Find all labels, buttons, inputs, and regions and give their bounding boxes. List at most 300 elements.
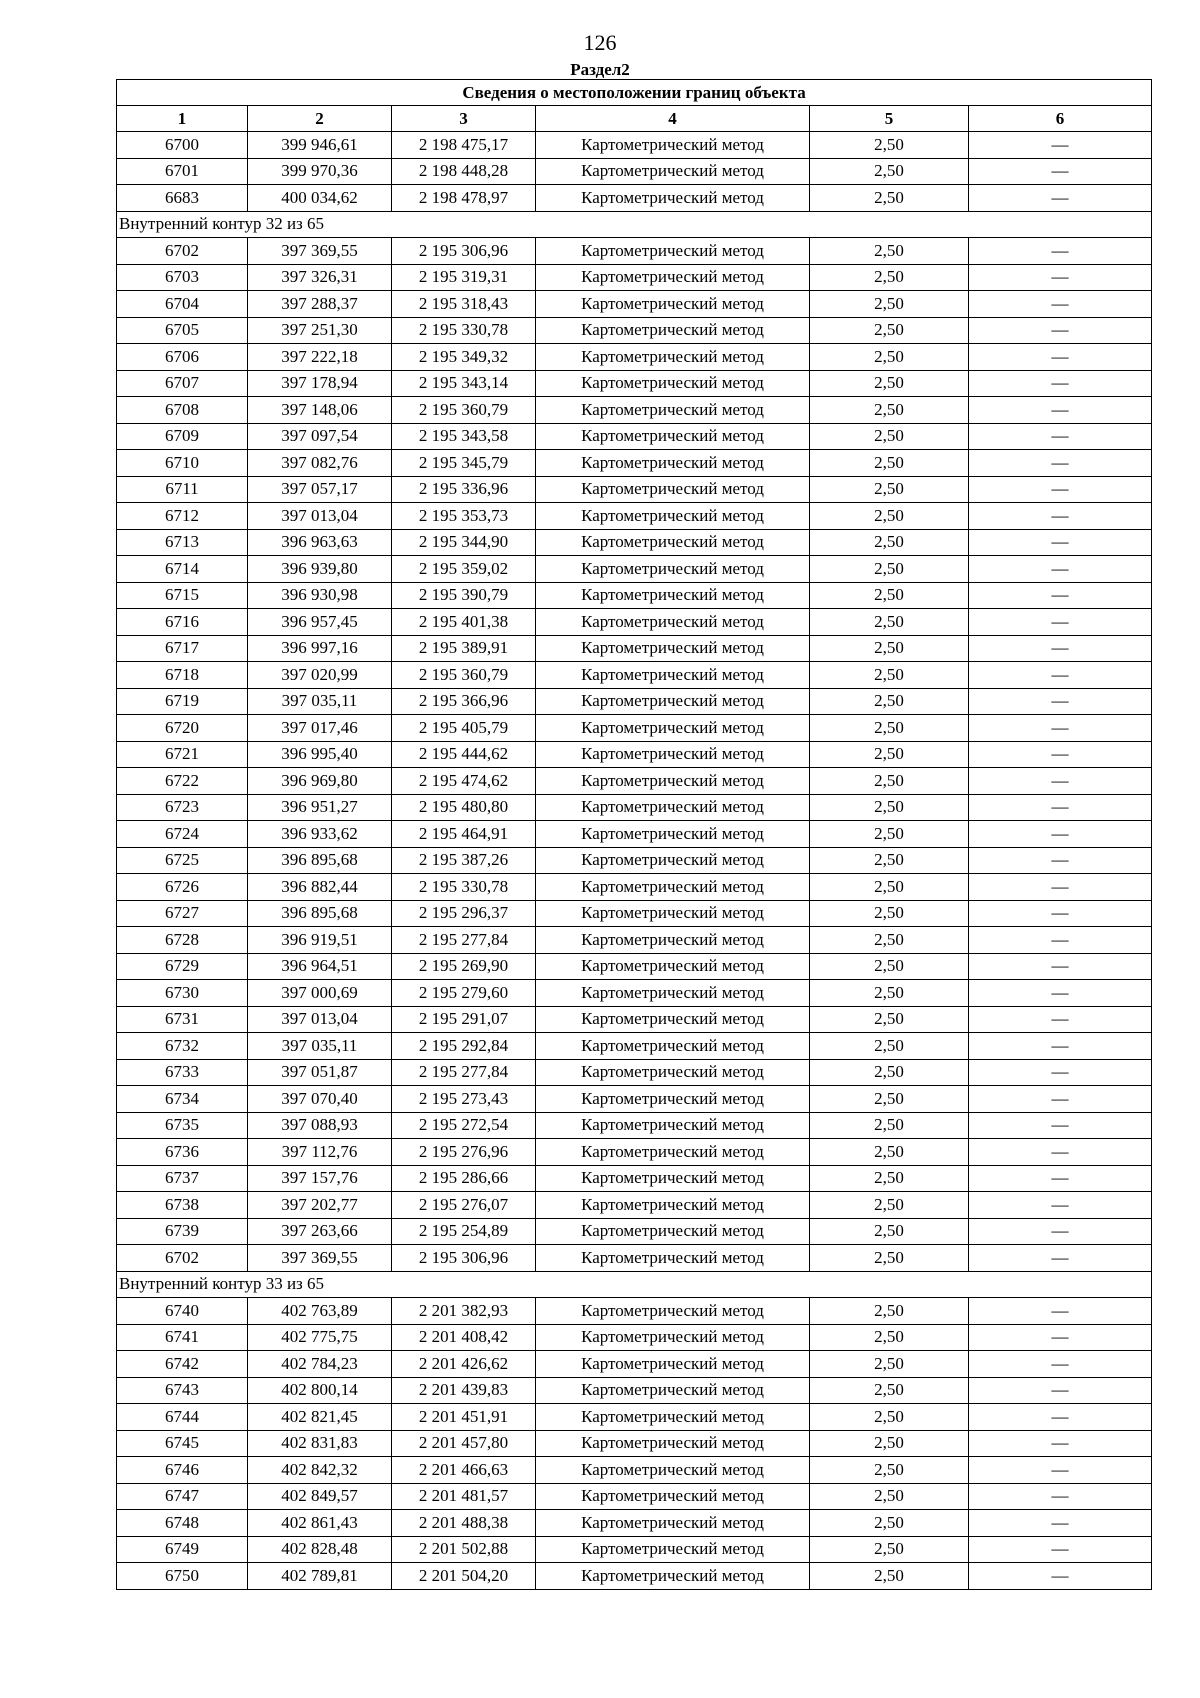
point-number-cell: 6722 — [117, 768, 248, 795]
point-number-cell: 6720 — [117, 715, 248, 742]
y-coordinate-cell: 2 195 279,60 — [392, 980, 536, 1007]
x-coordinate-cell: 402 828,48 — [248, 1536, 392, 1563]
table-row — [117, 1563, 1152, 1590]
accuracy-cell: 2,50 — [810, 847, 969, 874]
y-coordinate-cell: 2 195 306,96 — [392, 238, 536, 265]
y-coordinate-cell: 2 195 401,38 — [392, 609, 536, 636]
accuracy-cell: 2,50 — [810, 741, 969, 768]
accuracy-cell: 2,50 — [810, 1192, 969, 1219]
method-cell: Картометрический метод — [536, 291, 810, 318]
description-cell: — — [969, 397, 1152, 424]
accuracy-cell: 2,50 — [810, 264, 969, 291]
section-title: Раздел2 — [570, 60, 630, 79]
accuracy-cell: 2,50 — [810, 1510, 969, 1537]
table-row — [117, 1245, 1152, 1272]
point-number-cell: 6738 — [117, 1192, 248, 1219]
method-cell: Картометрический метод — [536, 741, 810, 768]
table-row — [117, 768, 1152, 795]
description-cell: — — [969, 529, 1152, 556]
accuracy-cell: 2,50 — [810, 1298, 969, 1325]
table-row — [117, 185, 1152, 212]
y-coordinate-cell: 2 195 254,89 — [392, 1218, 536, 1245]
description-cell: — — [969, 1404, 1152, 1431]
x-coordinate-cell: 397 288,37 — [248, 291, 392, 318]
method-cell: Картометрический метод — [536, 556, 810, 583]
x-coordinate-cell: 396 882,44 — [248, 874, 392, 901]
description-cell: — — [969, 1510, 1152, 1537]
accuracy-cell: 2,50 — [810, 1033, 969, 1060]
y-coordinate-cell: 2 195 366,96 — [392, 688, 536, 715]
accuracy-cell: 2,50 — [810, 503, 969, 530]
accuracy-cell: 2,50 — [810, 1457, 969, 1484]
table-row — [117, 238, 1152, 265]
accuracy-cell: 2,50 — [810, 423, 969, 450]
accuracy-cell: 2,50 — [810, 821, 969, 848]
table-row — [117, 1033, 1152, 1060]
y-coordinate-cell: 2 195 291,07 — [392, 1006, 536, 1033]
column-number-header: 2 — [248, 106, 392, 132]
method-cell: Картометрический метод — [536, 1006, 810, 1033]
y-coordinate-cell: 2 195 318,43 — [392, 291, 536, 318]
method-cell: Картометрический метод — [536, 1483, 810, 1510]
method-cell: Картометрический метод — [536, 1033, 810, 1060]
method-cell: Картометрический метод — [536, 794, 810, 821]
point-number-cell: 6700 — [117, 132, 248, 159]
method-cell: Картометрический метод — [536, 370, 810, 397]
method-cell: Картометрический метод — [536, 317, 810, 344]
description-cell: — — [969, 662, 1152, 689]
y-coordinate-cell: 2 195 272,54 — [392, 1112, 536, 1139]
column-number-header: 3 — [392, 106, 536, 132]
x-coordinate-cell: 397 369,55 — [248, 238, 392, 265]
method-cell: Картометрический метод — [536, 874, 810, 901]
description-cell: — — [969, 1563, 1152, 1590]
y-coordinate-cell: 2 195 330,78 — [392, 317, 536, 344]
x-coordinate-cell: 397 020,99 — [248, 662, 392, 689]
point-number-cell: 6716 — [117, 609, 248, 636]
point-number-cell: 6702 — [117, 238, 248, 265]
point-number-cell: 6728 — [117, 927, 248, 954]
point-number-cell: 6719 — [117, 688, 248, 715]
x-coordinate-cell: 402 775,75 — [248, 1324, 392, 1351]
y-coordinate-cell: 2 195 349,32 — [392, 344, 536, 371]
y-coordinate-cell: 2 195 405,79 — [392, 715, 536, 742]
table-row — [117, 1377, 1152, 1404]
y-coordinate-cell: 2 195 353,73 — [392, 503, 536, 530]
column-number-row — [117, 106, 1152, 132]
table-row — [117, 1351, 1152, 1378]
accuracy-cell: 2,50 — [810, 688, 969, 715]
point-number-cell: 6727 — [117, 900, 248, 927]
x-coordinate-cell: 397 148,06 — [248, 397, 392, 424]
table-row — [117, 927, 1152, 954]
table-row — [117, 635, 1152, 662]
accuracy-cell: 2,50 — [810, 185, 969, 212]
method-cell: Картометрический метод — [536, 1112, 810, 1139]
method-cell: Картометрический метод — [536, 1298, 810, 1325]
method-cell: Картометрический метод — [536, 1059, 810, 1086]
description-cell: — — [969, 1483, 1152, 1510]
accuracy-cell: 2,50 — [810, 158, 969, 185]
point-number-cell: 6744 — [117, 1404, 248, 1431]
table-row — [117, 291, 1152, 318]
method-cell: Картометрический метод — [536, 397, 810, 424]
x-coordinate-cell: 402 861,43 — [248, 1510, 392, 1537]
description-cell: — — [969, 1139, 1152, 1166]
method-cell: Картометрический метод — [536, 635, 810, 662]
description-cell: — — [969, 1377, 1152, 1404]
x-coordinate-cell: 397 251,30 — [248, 317, 392, 344]
accuracy-cell: 2,50 — [810, 927, 969, 954]
accuracy-cell: 2,50 — [810, 1377, 969, 1404]
table-row — [117, 1059, 1152, 1086]
x-coordinate-cell: 399 970,36 — [248, 158, 392, 185]
method-cell: Картометрический метод — [536, 344, 810, 371]
y-coordinate-cell: 2 201 408,42 — [392, 1324, 536, 1351]
y-coordinate-cell: 2 195 444,62 — [392, 741, 536, 768]
point-number-cell: 6721 — [117, 741, 248, 768]
y-coordinate-cell: 2 201 481,57 — [392, 1483, 536, 1510]
method-cell: Картометрический метод — [536, 158, 810, 185]
accuracy-cell: 2,50 — [810, 980, 969, 1007]
accuracy-cell: 2,50 — [810, 953, 969, 980]
point-number-cell: 6737 — [117, 1165, 248, 1192]
accuracy-cell: 2,50 — [810, 768, 969, 795]
table-row — [117, 980, 1152, 1007]
description-cell: — — [969, 1165, 1152, 1192]
point-number-cell: 6683 — [117, 185, 248, 212]
x-coordinate-cell: 397 035,11 — [248, 688, 392, 715]
x-coordinate-cell: 396 964,51 — [248, 953, 392, 980]
accuracy-cell: 2,50 — [810, 1351, 969, 1378]
point-number-cell: 6725 — [117, 847, 248, 874]
method-cell: Картометрический метод — [536, 1245, 810, 1272]
y-coordinate-cell: 2 195 276,96 — [392, 1139, 536, 1166]
point-number-cell: 6746 — [117, 1457, 248, 1484]
x-coordinate-cell: 397 097,54 — [248, 423, 392, 450]
method-cell: Картометрический метод — [536, 980, 810, 1007]
point-number-cell: 6750 — [117, 1563, 248, 1590]
accuracy-cell: 2,50 — [810, 874, 969, 901]
method-cell: Картометрический метод — [536, 1430, 810, 1457]
description-cell: — — [969, 741, 1152, 768]
accuracy-cell: 2,50 — [810, 370, 969, 397]
table-row — [117, 1165, 1152, 1192]
description-cell: — — [969, 582, 1152, 609]
x-coordinate-cell: 396 895,68 — [248, 847, 392, 874]
table-row — [117, 158, 1152, 185]
x-coordinate-cell: 397 112,76 — [248, 1139, 392, 1166]
method-cell: Картометрический метод — [536, 609, 810, 636]
accuracy-cell: 2,50 — [810, 715, 969, 742]
y-coordinate-cell: 2 195 359,02 — [392, 556, 536, 583]
method-cell: Картометрический метод — [536, 1510, 810, 1537]
x-coordinate-cell: 396 919,51 — [248, 927, 392, 954]
x-coordinate-cell: 397 157,76 — [248, 1165, 392, 1192]
description-cell: — — [969, 185, 1152, 212]
table-row — [117, 1510, 1152, 1537]
accuracy-cell: 2,50 — [810, 1165, 969, 1192]
description-cell: — — [969, 847, 1152, 874]
accuracy-cell: 2,50 — [810, 291, 969, 318]
x-coordinate-cell: 396 933,62 — [248, 821, 392, 848]
x-coordinate-cell: 397 082,76 — [248, 450, 392, 477]
accuracy-cell: 2,50 — [810, 1006, 969, 1033]
description-cell: — — [969, 635, 1152, 662]
point-number-cell: 6739 — [117, 1218, 248, 1245]
description-cell: — — [969, 158, 1152, 185]
x-coordinate-cell: 399 946,61 — [248, 132, 392, 159]
point-number-cell: 6712 — [117, 503, 248, 530]
y-coordinate-cell: 2 201 488,38 — [392, 1510, 536, 1537]
point-number-cell: 6745 — [117, 1430, 248, 1457]
table-row — [117, 794, 1152, 821]
table-row — [117, 1006, 1152, 1033]
description-cell: — — [969, 1298, 1152, 1325]
table-caption: Сведения о местоположении границ объекта — [117, 80, 1152, 106]
point-number-cell: 6749 — [117, 1536, 248, 1563]
method-cell: Картометрический метод — [536, 450, 810, 477]
method-cell: Картометрический метод — [536, 1457, 810, 1484]
method-cell: Картометрический метод — [536, 953, 810, 980]
description-cell: — — [969, 1536, 1152, 1563]
point-number-cell: 6704 — [117, 291, 248, 318]
x-coordinate-cell: 402 800,14 — [248, 1377, 392, 1404]
x-coordinate-cell: 397 057,17 — [248, 476, 392, 503]
point-number-cell: 6718 — [117, 662, 248, 689]
y-coordinate-cell: 2 195 390,79 — [392, 582, 536, 609]
y-coordinate-cell: 2 201 457,80 — [392, 1430, 536, 1457]
point-number-cell: 6743 — [117, 1377, 248, 1404]
contour-label: Внутренний контур 32 из 65 — [117, 211, 1152, 238]
table-row — [117, 1086, 1152, 1113]
boundary-table — [116, 79, 1152, 1590]
table-row — [117, 821, 1152, 848]
accuracy-cell: 2,50 — [810, 1245, 969, 1272]
method-cell: Картометрический метод — [536, 1404, 810, 1431]
accuracy-cell: 2,50 — [810, 1112, 969, 1139]
method-cell: Картометрический метод — [536, 264, 810, 291]
y-coordinate-cell: 2 195 286,66 — [392, 1165, 536, 1192]
accuracy-cell: 2,50 — [810, 344, 969, 371]
method-cell: Картометрический метод — [536, 768, 810, 795]
method-cell: Картометрический метод — [536, 847, 810, 874]
accuracy-cell: 2,50 — [810, 1430, 969, 1457]
accuracy-cell: 2,50 — [810, 397, 969, 424]
x-coordinate-cell: 397 070,40 — [248, 1086, 392, 1113]
point-number-cell: 6735 — [117, 1112, 248, 1139]
y-coordinate-cell: 2 195 330,78 — [392, 874, 536, 901]
table-body — [117, 132, 1152, 1590]
x-coordinate-cell: 396 939,80 — [248, 556, 392, 583]
method-cell: Картометрический метод — [536, 503, 810, 530]
description-cell: — — [969, 609, 1152, 636]
y-coordinate-cell: 2 195 269,90 — [392, 953, 536, 980]
table-row — [117, 476, 1152, 503]
x-coordinate-cell: 396 951,27 — [248, 794, 392, 821]
description-cell: — — [969, 1059, 1152, 1086]
description-cell: — — [969, 1112, 1152, 1139]
table-row — [117, 317, 1152, 344]
description-cell: — — [969, 1006, 1152, 1033]
description-cell: — — [969, 874, 1152, 901]
point-number-cell: 6732 — [117, 1033, 248, 1060]
y-coordinate-cell: 2 195 344,90 — [392, 529, 536, 556]
y-coordinate-cell: 2 195 360,79 — [392, 662, 536, 689]
x-coordinate-cell: 402 842,32 — [248, 1457, 392, 1484]
y-coordinate-cell: 2 201 466,63 — [392, 1457, 536, 1484]
method-cell: Картометрический метод — [536, 132, 810, 159]
point-number-cell: 6724 — [117, 821, 248, 848]
table-row — [117, 397, 1152, 424]
point-number-cell: 6748 — [117, 1510, 248, 1537]
x-coordinate-cell: 397 222,18 — [248, 344, 392, 371]
table-row — [117, 953, 1152, 980]
point-number-cell: 6740 — [117, 1298, 248, 1325]
y-coordinate-cell: 2 195 306,96 — [392, 1245, 536, 1272]
method-cell: Картометрический метод — [536, 900, 810, 927]
description-cell: — — [969, 264, 1152, 291]
x-coordinate-cell: 402 789,81 — [248, 1563, 392, 1590]
y-coordinate-cell: 2 195 389,91 — [392, 635, 536, 662]
point-number-cell: 6733 — [117, 1059, 248, 1086]
point-number-cell: 6710 — [117, 450, 248, 477]
accuracy-cell: 2,50 — [810, 662, 969, 689]
method-cell: Картометрический метод — [536, 582, 810, 609]
table-row — [117, 900, 1152, 927]
description-cell: — — [969, 1192, 1152, 1219]
table-row — [117, 529, 1152, 556]
point-number-cell: 6709 — [117, 423, 248, 450]
accuracy-cell: 2,50 — [810, 1536, 969, 1563]
method-cell: Картометрический метод — [536, 476, 810, 503]
description-cell: — — [969, 450, 1152, 477]
accuracy-cell: 2,50 — [810, 1139, 969, 1166]
y-coordinate-cell: 2 201 439,83 — [392, 1377, 536, 1404]
method-cell: Картометрический метод — [536, 1563, 810, 1590]
x-coordinate-cell: 402 831,83 — [248, 1430, 392, 1457]
table-row — [117, 423, 1152, 450]
accuracy-cell: 2,50 — [810, 476, 969, 503]
y-coordinate-cell: 2 195 480,80 — [392, 794, 536, 821]
x-coordinate-cell: 402 821,45 — [248, 1404, 392, 1431]
point-number-cell: 6731 — [117, 1006, 248, 1033]
table-row — [117, 1404, 1152, 1431]
x-coordinate-cell: 397 088,93 — [248, 1112, 392, 1139]
x-coordinate-cell: 396 957,45 — [248, 609, 392, 636]
y-coordinate-cell: 2 198 478,97 — [392, 185, 536, 212]
table-row — [117, 609, 1152, 636]
point-number-cell: 6705 — [117, 317, 248, 344]
table-row — [117, 662, 1152, 689]
table-row — [117, 132, 1152, 159]
table-row — [117, 1483, 1152, 1510]
description-cell: — — [969, 980, 1152, 1007]
point-number-cell: 6742 — [117, 1351, 248, 1378]
table-row — [117, 344, 1152, 371]
x-coordinate-cell: 397 013,04 — [248, 503, 392, 530]
method-cell: Картометрический метод — [536, 715, 810, 742]
point-number-cell: 6711 — [117, 476, 248, 503]
x-coordinate-cell: 396 963,63 — [248, 529, 392, 556]
accuracy-cell: 2,50 — [810, 1404, 969, 1431]
x-coordinate-cell: 397 263,66 — [248, 1218, 392, 1245]
accuracy-cell: 2,50 — [810, 1086, 969, 1113]
method-cell: Картометрический метод — [536, 423, 810, 450]
method-cell: Картометрический метод — [536, 1139, 810, 1166]
x-coordinate-cell: 396 895,68 — [248, 900, 392, 927]
table-row — [117, 1430, 1152, 1457]
x-coordinate-cell: 397 178,94 — [248, 370, 392, 397]
table-row — [117, 1192, 1152, 1219]
accuracy-cell: 2,50 — [810, 1324, 969, 1351]
table-row — [117, 1457, 1152, 1484]
y-coordinate-cell: 2 195 343,58 — [392, 423, 536, 450]
accuracy-cell: 2,50 — [810, 450, 969, 477]
y-coordinate-cell: 2 195 464,91 — [392, 821, 536, 848]
x-coordinate-cell: 397 000,69 — [248, 980, 392, 1007]
table-row — [117, 450, 1152, 477]
y-coordinate-cell: 2 198 448,28 — [392, 158, 536, 185]
method-cell: Картометрический метод — [536, 1324, 810, 1351]
x-coordinate-cell: 397 035,11 — [248, 1033, 392, 1060]
method-cell: Картометрический метод — [536, 1377, 810, 1404]
x-coordinate-cell: 397 369,55 — [248, 1245, 392, 1272]
accuracy-cell: 2,50 — [810, 635, 969, 662]
table-row — [117, 264, 1152, 291]
table-row — [117, 1298, 1152, 1325]
method-cell: Картометрический метод — [536, 1218, 810, 1245]
x-coordinate-cell: 402 849,57 — [248, 1483, 392, 1510]
table-row — [117, 1112, 1152, 1139]
x-coordinate-cell: 400 034,62 — [248, 185, 392, 212]
column-number-header: 6 — [969, 106, 1152, 132]
method-cell: Картометрический метод — [536, 662, 810, 689]
method-cell: Картометрический метод — [536, 821, 810, 848]
table-row — [117, 1536, 1152, 1563]
point-number-cell: 6703 — [117, 264, 248, 291]
method-cell: Картометрический метод — [536, 185, 810, 212]
page-number: 126 — [583, 30, 617, 55]
y-coordinate-cell: 2 198 475,17 — [392, 132, 536, 159]
y-coordinate-cell: 2 195 474,62 — [392, 768, 536, 795]
y-coordinate-cell: 2 201 382,93 — [392, 1298, 536, 1325]
accuracy-cell: 2,50 — [810, 529, 969, 556]
y-coordinate-cell: 2 195 345,79 — [392, 450, 536, 477]
x-coordinate-cell: 396 930,98 — [248, 582, 392, 609]
description-cell: — — [969, 1324, 1152, 1351]
table-row — [117, 874, 1152, 901]
point-number-cell: 6707 — [117, 370, 248, 397]
accuracy-cell: 2,50 — [810, 317, 969, 344]
table-row — [117, 1218, 1152, 1245]
accuracy-cell: 2,50 — [810, 1218, 969, 1245]
point-number-cell: 6747 — [117, 1483, 248, 1510]
point-number-cell: 6706 — [117, 344, 248, 371]
description-cell: — — [969, 927, 1152, 954]
description-cell: — — [969, 1033, 1152, 1060]
description-cell: — — [969, 688, 1152, 715]
description-cell: — — [969, 768, 1152, 795]
contour-header-row — [117, 1271, 1152, 1298]
description-cell: — — [969, 503, 1152, 530]
accuracy-cell: 2,50 — [810, 609, 969, 636]
table-row — [117, 582, 1152, 609]
description-cell: — — [969, 1351, 1152, 1378]
y-coordinate-cell: 2 195 336,96 — [392, 476, 536, 503]
table-row — [117, 370, 1152, 397]
x-coordinate-cell: 396 997,16 — [248, 635, 392, 662]
